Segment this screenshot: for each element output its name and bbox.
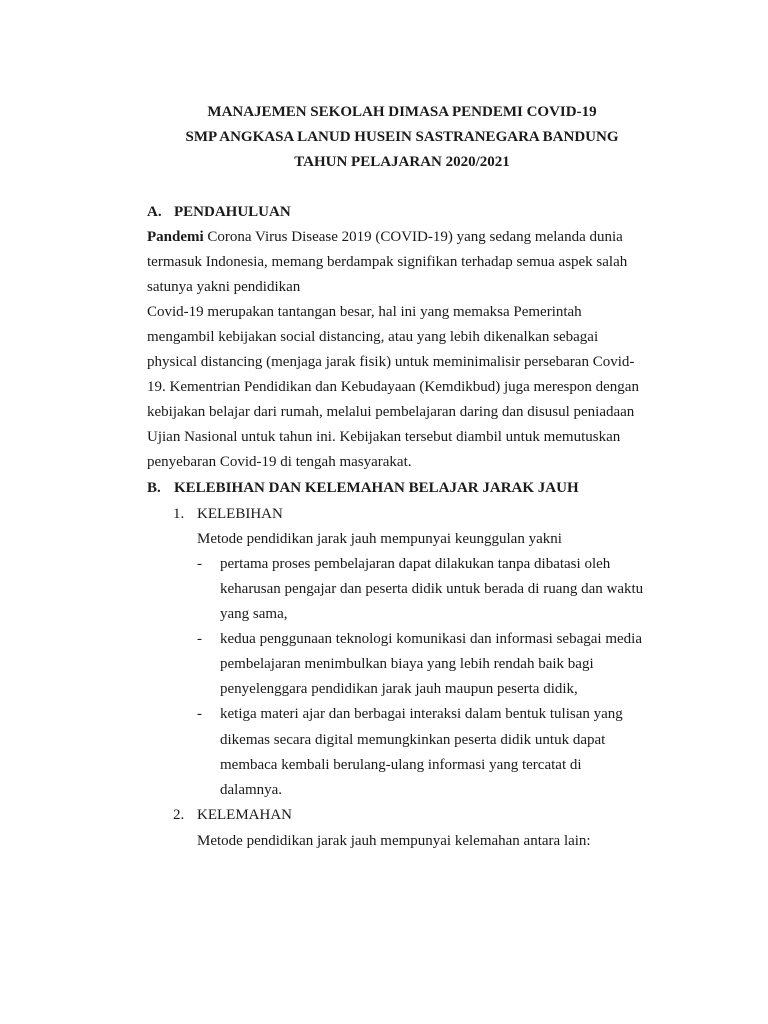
bullet-line: dikemas secara digital memungkinkan peserta didik untuk dapat	[220, 732, 606, 748]
paragraph-lead-bold: Pandemi	[147, 229, 204, 245]
subsection-2-intro: Metode pendidikan jarak jauh mempunyai kelemahan antara lain:	[197, 833, 591, 849]
title-line-1: MANAJEMEN SEKOLAH DIMASA PENDEMI COVID-19	[207, 104, 597, 120]
section-b-marker: B.	[147, 480, 161, 496]
paragraph-line-text: Corona Virus Disease 2019 (COVID-19) yang sedang melanda dunia	[203, 229, 623, 245]
bullet-line: penyelenggara pendidikan jarak jauh maupun peserta didik,	[220, 681, 578, 697]
subsection-2-title: KELEMAHAN	[197, 807, 292, 823]
bullet-dash: -	[197, 631, 202, 647]
paragraph-line: physical distancing (menjaga jarak fisik) untuk meminimalisir persebaran Covid-	[147, 354, 635, 370]
section-a-title: PENDAHULUAN	[174, 204, 291, 220]
bullet-line: ketiga materi ajar dan berbagai interaksi dalam bentuk tulisan yang	[220, 706, 623, 722]
document-title	[0, 100, 768, 175]
bullet-dash: -	[197, 556, 202, 572]
paragraph-line	[147, 225, 623, 250]
bullet-line: pertama proses pembelajaran dapat dilakukan tanpa dibatasi oleh	[220, 556, 611, 572]
subsection-2-marker: 2.	[173, 807, 185, 823]
paragraph-line: mengambil kebijakan social distancing, atau yang lebih dikenalkan sebagai	[147, 329, 599, 345]
paragraph-line: satunya yakni pendidikan	[147, 279, 301, 295]
subsection-1-title: KELEBIHAN	[197, 506, 283, 522]
section-b-title: KELEBIHAN DAN KELEMAHAN BELAJAR JARAK JAUH	[174, 480, 579, 496]
paragraph-line: penyebaran Covid-19 di tengah masyarakat.	[147, 454, 412, 470]
bullet-line: keharusan pengajar dan peserta didik untuk berada di ruang dan waktu	[220, 581, 644, 597]
subsection-1-intro: Metode pendidikan jarak jauh mempunyai keunggulan yakni	[197, 531, 562, 547]
paragraph-line: 19. Kementrian Pendidikan dan Kebudayaan (Kemdikbud) juga merespon dengan	[147, 379, 639, 395]
bullet-line: yang sama,	[220, 606, 288, 622]
bullet-line: dalamnya.	[220, 782, 283, 798]
paragraph-line: kebijakan belajar dari rumah, melalui pembelajaran daring dan disusul peniadaan	[147, 404, 635, 420]
paragraph-line: Covid-19 merupakan tantangan besar, hal ini yang memaksa Pemerintah	[147, 304, 582, 320]
bullet-line: membaca kembali berulang-ulang informasi yang tercatat di	[220, 757, 582, 773]
paragraph-line: Ujian Nasional untuk tahun ini. Kebijakan tersebut diambil untuk memutuskan	[147, 429, 621, 445]
bullet-line: pembelajaran menimbulkan biaya yang lebih rendah baik bagi	[220, 656, 594, 672]
section-b-heading	[147, 476, 579, 501]
section-a-marker: A.	[147, 204, 162, 220]
section-a-heading	[147, 200, 291, 225]
bullet-line: kedua penggunaan teknologi komunikasi dan informasi sebagai media	[220, 631, 642, 647]
subsection-1-heading	[173, 502, 283, 527]
bullet-dash: -	[197, 706, 202, 722]
subsection-1-marker: 1.	[173, 506, 185, 522]
subsection-2-heading	[173, 803, 292, 828]
title-line-2: SMP ANGKASA LANUD HUSEIN SASTRANEGARA BANDUNG	[185, 129, 619, 145]
paragraph-line: termasuk Indonesia, memang berdampak signifikan terhadap semua aspek salah	[147, 254, 628, 270]
title-line-3: TAHUN PELAJARAN 2020/2021	[294, 154, 510, 170]
